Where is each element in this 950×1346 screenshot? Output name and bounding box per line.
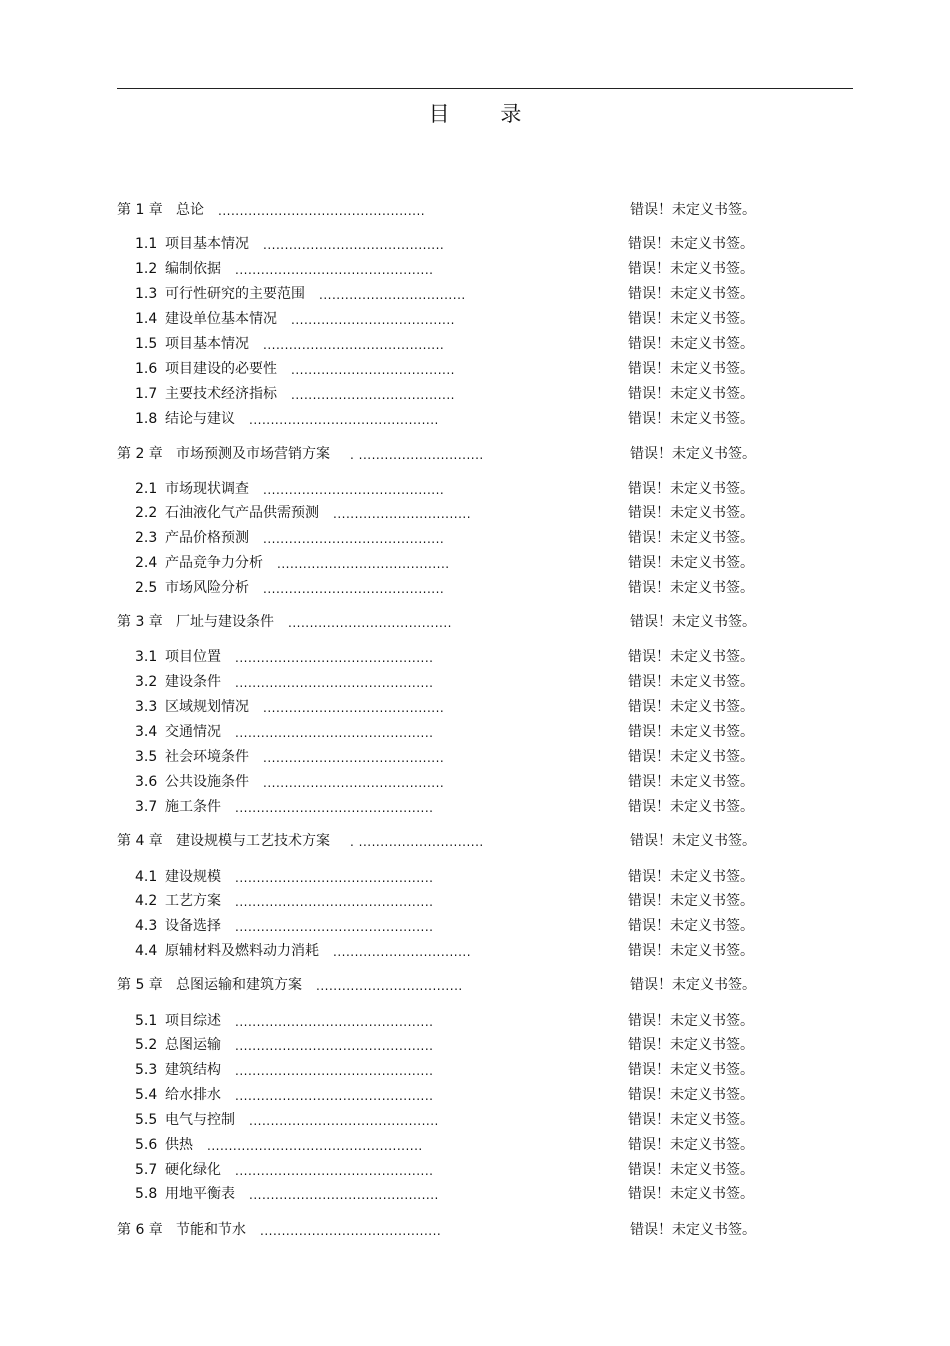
page-reference: 错误！未定义书签。 — [628, 724, 754, 740]
page-reference: 错误！未定义书签。 — [628, 649, 754, 665]
dot-leader: .......................................... — [263, 483, 445, 497]
entry-number: 5.4 — [135, 1087, 158, 1103]
entry-title: 市场现状调查 — [165, 481, 249, 497]
entry-title: 建设规模与工艺技术方案 — [176, 833, 330, 849]
page-reference: 错误！未定义书签。 — [628, 1137, 754, 1153]
toc-section-entry[interactable] — [0, 890, 950, 912]
dot-leader: .................................. — [319, 288, 466, 302]
toc-section-entry[interactable] — [0, 940, 950, 962]
dot-leader: ...................................... — [291, 363, 455, 377]
dot-leader: .................................................. — [207, 1139, 423, 1153]
page-reference: 错误！未定义书签。 — [628, 1062, 754, 1078]
entry-number: 1.4 — [135, 311, 158, 327]
dot-leader: .............................................. — [235, 676, 434, 690]
entry-title: 电气与控制 — [165, 1112, 235, 1128]
page-reference: 错误！未定义书签。 — [630, 1222, 756, 1238]
dot-leader: .............................................. — [235, 1089, 434, 1103]
dot-leader: .................................. — [316, 979, 463, 993]
page-reference: 错误！未定义书签。 — [628, 1162, 754, 1178]
page-reference: 错误！未定义书签。 — [628, 918, 754, 934]
entry-title: 节能和节水 — [176, 1222, 246, 1238]
toc-section-entry[interactable] — [0, 646, 950, 668]
toc-chapter-entry[interactable] — [0, 974, 950, 996]
toc-section-entry[interactable] — [0, 1034, 950, 1056]
toc-chapter-entry[interactable] — [0, 443, 950, 465]
dot-leader: .......................................... — [263, 238, 445, 252]
dot-leader: .......................................... — [263, 532, 445, 546]
page-reference: 错误！未定义书签。 — [628, 749, 754, 765]
entry-number: 5.5 — [135, 1112, 158, 1128]
dot-leader: ................................ — [333, 507, 472, 521]
entry-title: 厂址与建设条件 — [176, 614, 274, 630]
entry-title: 供热 — [165, 1137, 193, 1153]
toc-section-entry[interactable] — [0, 771, 950, 793]
entry-title: 产品价格预测 — [165, 530, 249, 546]
entry-number: 1.7 — [135, 386, 158, 402]
toc-section-entry[interactable] — [0, 552, 950, 574]
entry-number: 3.1 — [135, 649, 158, 665]
page-reference: 错误！未定义书签。 — [628, 236, 754, 252]
entry-title: 市场风险分析 — [165, 580, 249, 596]
dot-leader: .......................................... — [263, 751, 445, 765]
entry-number: 第 5 章 — [117, 977, 163, 993]
entry-number: 1.6 — [135, 361, 158, 377]
entry-title: 施工条件 — [165, 799, 221, 815]
page-reference: 错误！未定义书签。 — [628, 411, 754, 427]
entry-number: 4.2 — [135, 893, 158, 909]
entry-number: 5.2 — [135, 1037, 158, 1053]
entry-title: 社会环境条件 — [165, 749, 249, 765]
dot-leader: .......................................... — [263, 776, 445, 790]
entry-number: 3.7 — [135, 799, 158, 815]
entry-number: 5.3 — [135, 1062, 158, 1078]
entry-title: 公共设施条件 — [165, 774, 249, 790]
toc-section-entry[interactable] — [0, 746, 950, 768]
entry-title: 市场预测及市场营销方案 — [176, 446, 330, 462]
toc-section-entry[interactable] — [0, 358, 950, 380]
page-reference: 错误！未定义书签。 — [628, 311, 754, 327]
dot-leader: .............................................. — [235, 895, 434, 909]
toc-section-entry[interactable] — [0, 478, 950, 500]
toc-section-entry[interactable] — [0, 502, 950, 524]
entry-number: 第 2 章 — [117, 446, 163, 462]
entry-title: 设备选择 — [165, 918, 221, 934]
dot-leader: .............................................. — [235, 263, 434, 277]
page-reference: 错误！未定义书签。 — [628, 674, 754, 690]
entry-title: 项目位置 — [165, 649, 221, 665]
page-reference: 错误！未定义书签。 — [628, 530, 754, 546]
dot-leader: .............................................. — [235, 1064, 434, 1078]
page-reference: 错误！未定义书签。 — [628, 1037, 754, 1053]
entry-title: 总论 — [176, 202, 204, 218]
page-reference: 错误！未定义书签。 — [630, 977, 756, 993]
toc-section-entry[interactable] — [0, 283, 950, 305]
entry-title: 总图运输和建筑方案 — [176, 977, 302, 993]
dot-leader: .............................................. — [235, 1039, 434, 1053]
page-reference: 错误！未定义书签。 — [628, 386, 754, 402]
entry-number: 1.8 — [135, 411, 158, 427]
toc-section-entry[interactable] — [0, 1109, 950, 1131]
toc-section-entry[interactable] — [0, 308, 950, 330]
entry-number: 1.2 — [135, 261, 158, 277]
page-reference: 错误！未定义书签。 — [628, 1013, 754, 1029]
entry-number: 第 3 章 — [117, 614, 163, 630]
entry-number: 5.8 — [135, 1186, 158, 1202]
toc-section-entry[interactable] — [0, 866, 950, 888]
toc-section-entry[interactable] — [0, 915, 950, 937]
entry-title: 主要技术经济指标 — [165, 386, 277, 402]
dot-leader: .......................................... — [263, 582, 445, 596]
dot-leader: .......................................... — [263, 338, 445, 352]
toc-section-entry[interactable] — [0, 577, 950, 599]
page-reference: 错误！未定义书签。 — [628, 699, 754, 715]
entry-number: 3.5 — [135, 749, 158, 765]
page-reference: 错误！未定义书签。 — [630, 833, 756, 849]
entry-title: 交通情况 — [165, 724, 221, 740]
entry-title: 给水排水 — [165, 1087, 221, 1103]
dot-leader: .............................................. — [235, 651, 434, 665]
toc-section-entry[interactable] — [0, 1084, 950, 1106]
entry-number: 2.3 — [135, 530, 158, 546]
page-reference: 错误！未定义书签。 — [628, 1112, 754, 1128]
entry-number: 5.1 — [135, 1013, 158, 1029]
dot-leader: .............................................. — [235, 1015, 434, 1029]
page-reference: 错误！未定义书签。 — [628, 286, 754, 302]
page-reference: 错误！未定义书签。 — [628, 774, 754, 790]
entry-title: 石油液化气产品供需预测 — [165, 505, 319, 521]
entry-title: 建设条件 — [165, 674, 221, 690]
dot-leader: . ............................. — [350, 448, 484, 462]
dot-leader: .......................................... — [260, 1224, 442, 1238]
toc-section-entry[interactable] — [0, 233, 950, 255]
entry-title: 结论与建议 — [165, 411, 235, 427]
top-rule — [117, 88, 853, 89]
page-title: 目 录 — [428, 102, 544, 126]
toc-section-entry[interactable] — [0, 1183, 950, 1205]
entry-number: 2.1 — [135, 481, 158, 497]
dot-leader: .............................................. — [235, 1164, 434, 1178]
toc-section-entry[interactable] — [0, 1059, 950, 1081]
page-reference: 错误！未定义书签。 — [628, 555, 754, 571]
dot-leader: ............................................ — [249, 413, 439, 427]
page-reference: 错误！未定义书签。 — [628, 893, 754, 909]
entry-title: 总图运输 — [165, 1037, 221, 1053]
dot-leader: . ............................. — [350, 835, 484, 849]
page-reference: 错误！未定义书签。 — [630, 202, 756, 218]
dot-leader: ...................................... — [291, 388, 455, 402]
page-reference: 错误！未定义书签。 — [628, 361, 754, 377]
toc-section-entry[interactable] — [0, 796, 950, 818]
page-reference: 错误！未定义书签。 — [628, 261, 754, 277]
page-reference: 错误！未定义书签。 — [628, 505, 754, 521]
toc-chapter-entry[interactable] — [0, 830, 950, 852]
entry-title: 编制依据 — [165, 261, 221, 277]
toc-section-entry[interactable] — [0, 1159, 950, 1181]
entry-number: 第 1 章 — [117, 202, 163, 218]
entry-title: 项目基本情况 — [165, 336, 249, 352]
toc-section-entry[interactable] — [0, 258, 950, 280]
dot-leader: ............................................ — [249, 1188, 439, 1202]
toc-chapter-entry[interactable] — [0, 199, 950, 221]
entry-number: 5.7 — [135, 1162, 158, 1178]
dot-leader: ...................................... — [291, 313, 455, 327]
entry-number: 3.4 — [135, 724, 158, 740]
dot-leader: .......................................... — [263, 701, 445, 715]
dot-leader: .............................................. — [235, 726, 434, 740]
entry-number: 5.6 — [135, 1137, 158, 1153]
entry-title: 原辅材料及燃料动力消耗 — [165, 943, 319, 959]
dot-leader: ...................................... — [288, 616, 452, 630]
entry-title: 产品竞争力分析 — [165, 555, 263, 571]
toc-section-entry[interactable] — [0, 1010, 950, 1032]
page-reference: 错误！未定义书签。 — [630, 446, 756, 462]
entry-number: 1.3 — [135, 286, 158, 302]
page-reference: 错误！未定义书签。 — [628, 1087, 754, 1103]
toc-section-entry[interactable] — [0, 696, 950, 718]
entry-number: 第 6 章 — [117, 1222, 163, 1238]
entry-number: 3.3 — [135, 699, 158, 715]
toc-section-entry[interactable] — [0, 408, 950, 430]
entry-number: 第 4 章 — [117, 833, 163, 849]
entry-title: 可行性研究的主要范围 — [165, 286, 305, 302]
page-reference: 错误！未定义书签。 — [628, 799, 754, 815]
dot-leader: ............................................ — [249, 1114, 439, 1128]
toc-section-entry[interactable] — [0, 1134, 950, 1156]
entry-title: 工艺方案 — [165, 893, 221, 909]
toc-section-entry[interactable] — [0, 721, 950, 743]
dot-leader: ................................................ — [218, 204, 426, 218]
entry-number: 3.6 — [135, 774, 158, 790]
entry-title: 项目基本情况 — [165, 236, 249, 252]
toc-chapter-entry[interactable] — [0, 1219, 950, 1241]
entry-number: 2.5 — [135, 580, 158, 596]
entry-number: 1.5 — [135, 336, 158, 352]
entry-number: 4.4 — [135, 943, 158, 959]
page-reference: 错误！未定义书签。 — [628, 943, 754, 959]
page-reference: 错误！未定义书签。 — [628, 869, 754, 885]
page-reference: 错误！未定义书签。 — [628, 481, 754, 497]
toc-section-entry[interactable] — [0, 671, 950, 693]
entry-number: 4.3 — [135, 918, 158, 934]
dot-leader: .............................................. — [235, 871, 434, 885]
page-reference: 错误！未定义书签。 — [628, 336, 754, 352]
toc-section-entry[interactable] — [0, 527, 950, 549]
entry-title: 建设单位基本情况 — [165, 311, 277, 327]
entry-number: 4.1 — [135, 869, 158, 885]
entry-title: 建设规模 — [165, 869, 221, 885]
dot-leader: ........................................ — [277, 557, 450, 571]
dot-leader: .............................................. — [235, 801, 434, 815]
dot-leader: ................................ — [333, 945, 472, 959]
page-reference: 错误！未定义书签。 — [628, 1186, 754, 1202]
toc-section-entry[interactable] — [0, 383, 950, 405]
entry-title: 区域规划情况 — [165, 699, 249, 715]
dot-leader: .............................................. — [235, 920, 434, 934]
entry-number: 1.1 — [135, 236, 158, 252]
entry-title: 硬化绿化 — [165, 1162, 221, 1178]
entry-number: 3.2 — [135, 674, 158, 690]
entry-title: 项目建设的必要性 — [165, 361, 277, 377]
entry-title: 用地平衡表 — [165, 1186, 235, 1202]
entry-title: 项目综述 — [165, 1013, 221, 1029]
entry-number: 2.4 — [135, 555, 158, 571]
toc-section-entry[interactable] — [0, 333, 950, 355]
entry-title: 建筑结构 — [165, 1062, 221, 1078]
entry-number: 2.2 — [135, 505, 158, 521]
toc-chapter-entry[interactable] — [0, 611, 950, 633]
page-reference: 错误！未定义书签。 — [630, 614, 756, 630]
page-reference: 错误！未定义书签。 — [628, 580, 754, 596]
